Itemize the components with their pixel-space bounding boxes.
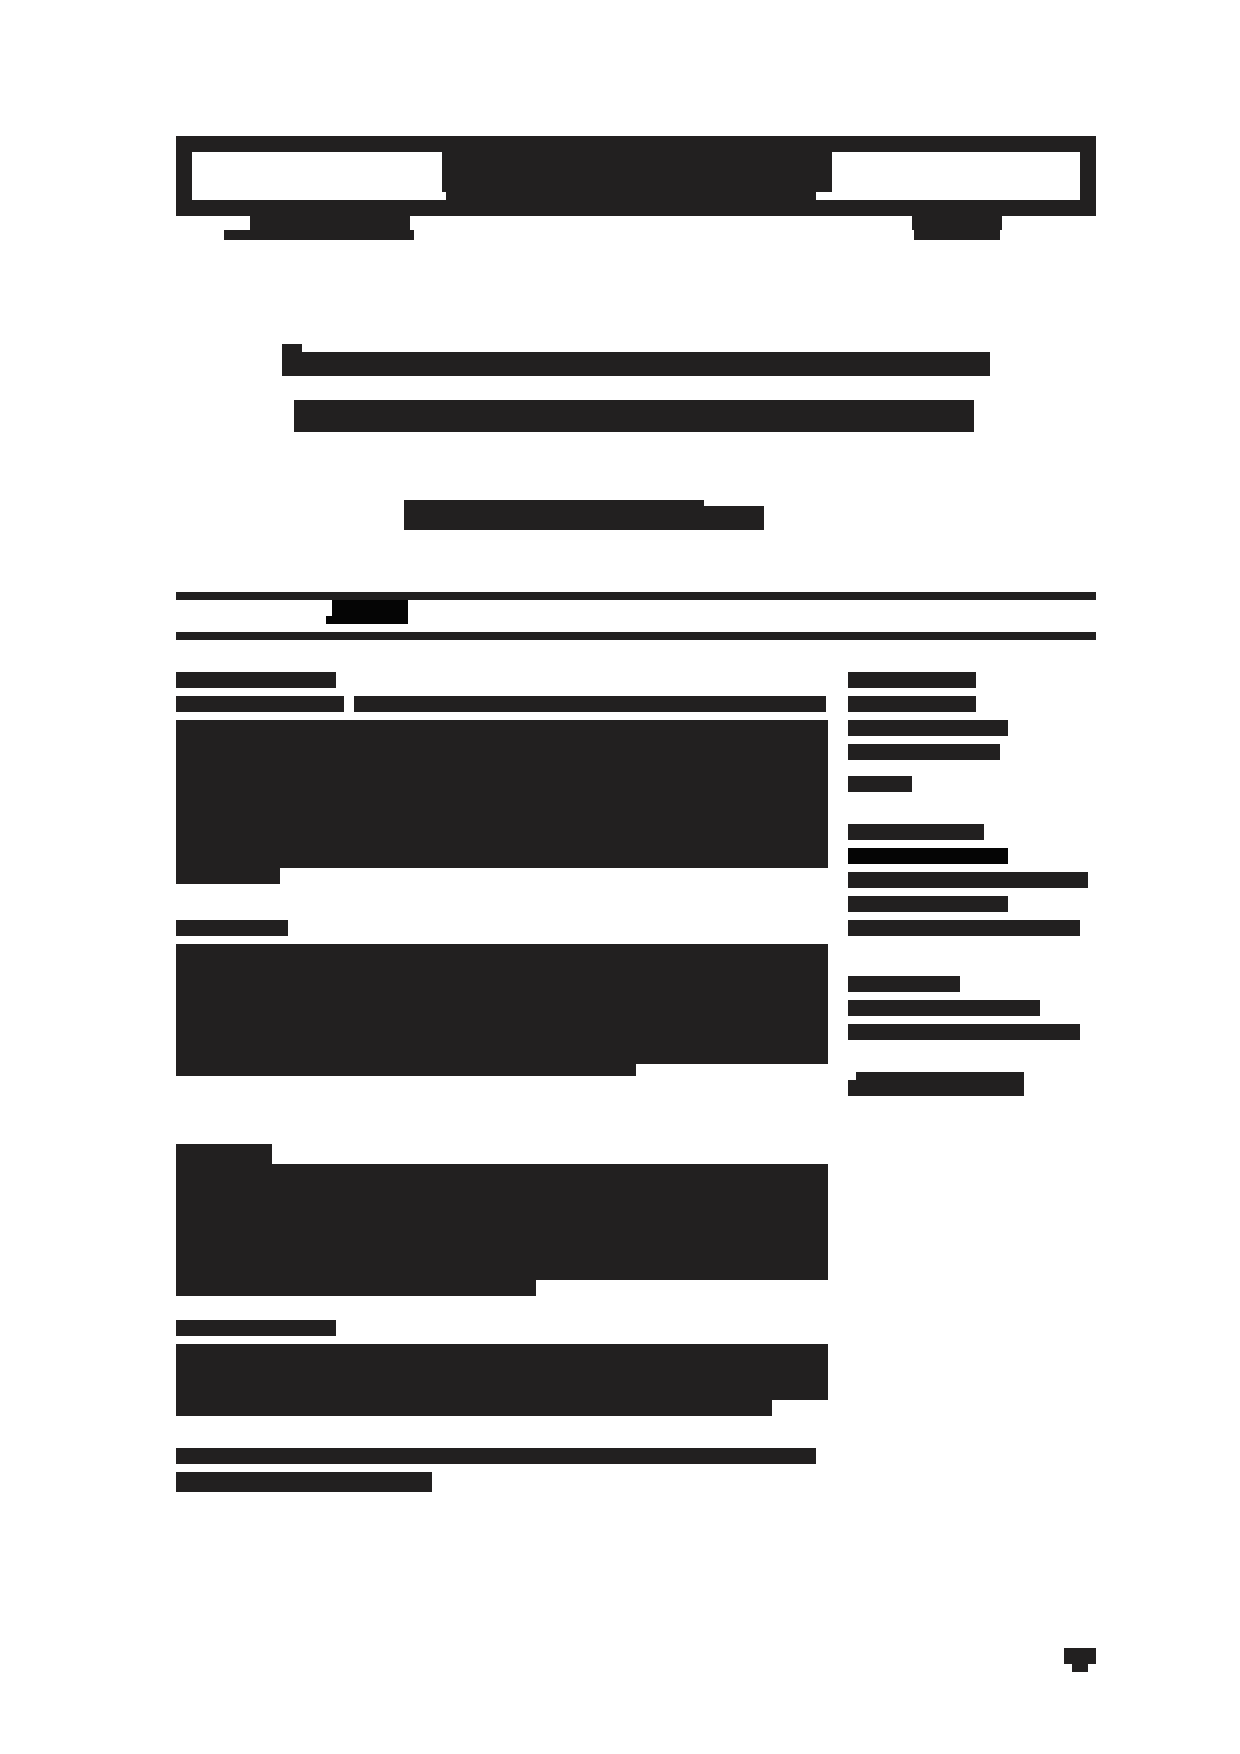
section1-body xyxy=(176,720,828,735)
issue-info-left-redacted-2 xyxy=(224,230,414,240)
section4-body-tail-redacted xyxy=(176,1400,772,1416)
section3-body-tail-redacted xyxy=(176,1280,536,1296)
title-line2 xyxy=(294,400,974,415)
abstract-heading-redacted-2 xyxy=(326,616,408,624)
section2-body xyxy=(176,944,828,959)
section4-heading xyxy=(176,1320,336,1335)
section1-subline2-redacted xyxy=(354,696,826,712)
section3-body-redacted xyxy=(176,1164,828,1280)
issue-info-left xyxy=(224,216,414,231)
section1-subline-redacted xyxy=(176,696,344,712)
sidebar-block2-redacted-7 xyxy=(848,1000,1040,1016)
sidebar-block2-redacted-5 xyxy=(848,920,1080,936)
authors xyxy=(404,500,764,515)
sidebar-block1-redacted-5 xyxy=(848,776,912,792)
section2-heading xyxy=(176,920,288,935)
section3-body xyxy=(176,1164,828,1179)
issue-info-right-redacted-2 xyxy=(914,230,1000,240)
section1-body-tail-redacted xyxy=(176,868,280,884)
journal-name-redacted-descender xyxy=(446,192,816,202)
section1-body-redacted xyxy=(176,720,828,868)
section3-heading xyxy=(176,1144,272,1159)
sidebar-block2 xyxy=(848,824,1088,839)
sidebar-block2-redacted-2 xyxy=(848,848,1008,864)
sidebar-block2-redacted-8 xyxy=(848,1024,1080,1040)
abstract-heading xyxy=(326,600,408,615)
page-number xyxy=(1064,1648,1096,1663)
sidebar-block1-redacted-2 xyxy=(848,696,976,712)
keywords-line2-redacted xyxy=(176,1472,432,1492)
abstract-top-rule xyxy=(176,592,1096,600)
title-line1 xyxy=(282,344,990,359)
abstract-bottom-rule xyxy=(176,632,1096,640)
sidebar-block1-redacted-4 xyxy=(848,744,1000,760)
sidebar-block2-redacted-3 xyxy=(848,872,1088,888)
page-number-redacted-2 xyxy=(1072,1664,1088,1672)
sidebar-block3 xyxy=(848,1072,1024,1087)
section2-body-redacted xyxy=(176,944,828,1064)
keywords xyxy=(176,1448,816,1463)
sidebar-block1-redacted-3 xyxy=(848,720,1008,736)
section2-body-tail-redacted xyxy=(176,1064,636,1076)
section4-body xyxy=(176,1344,828,1359)
sidebar-block2-redacted-6 xyxy=(848,976,960,992)
issue-info-right xyxy=(912,216,1002,231)
sidebar-block2-redacted-4 xyxy=(848,896,1008,912)
section1-heading xyxy=(176,672,336,687)
journal-name xyxy=(442,152,832,167)
sidebar-block1 xyxy=(848,672,1008,687)
